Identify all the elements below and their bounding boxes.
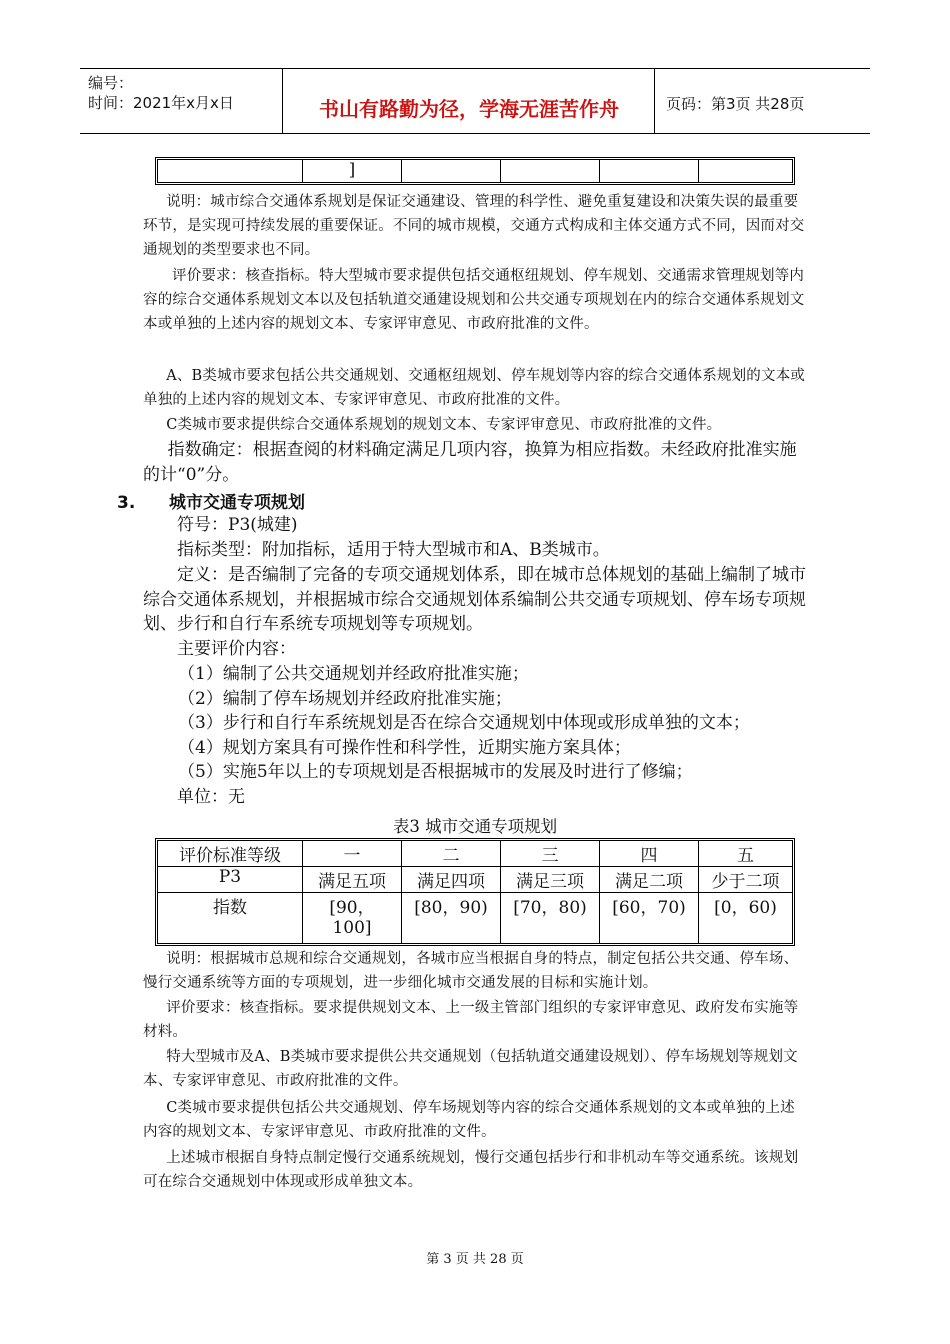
table-3	[155, 838, 795, 946]
table-cell: [0，60)	[714, 898, 777, 918]
index-paragraph: 指数确定：根据查阅的材料确定满足几项内容，换算为相应指数。未经政府批准实施的计“0”分。	[143, 440, 797, 485]
table-cell: [70，80)	[501, 893, 600, 943]
table-cell: ]	[303, 160, 402, 182]
table-row	[158, 867, 792, 893]
main-content-label: 主要评价内容：	[177, 639, 296, 659]
table-cell: P3	[158, 867, 303, 893]
document-date: 时间：2021年x月x日	[88, 94, 234, 112]
table-caption: 表3 城市交通专项规划	[392, 817, 558, 836]
page-header	[80, 68, 870, 134]
table-cell	[158, 160, 303, 182]
ab-city-paragraph: A、B类城市要求包括公共交通规划、交通枢纽规划、停车规划等内容的综合交通体系规划的文本或单独的上述内容的规划文本、专家评审意见、市政府批准的文件。	[143, 368, 806, 408]
table-cell: 满足三项	[501, 867, 600, 893]
table-header-cell: 评价标准等级	[158, 841, 303, 867]
unit-line: 单位：无	[177, 787, 245, 807]
list-item: （2）编制了停车场规划并经政府批准实施；	[178, 688, 512, 709]
table-header-cell: 四	[600, 841, 699, 867]
table-header-cell: 二	[402, 841, 501, 867]
list-item: （4）规划方案具有可操作性和科学性，近期实施方案具体；	[178, 737, 631, 758]
table-header-cell: 三	[501, 841, 600, 867]
table-cell: 满足二项	[600, 867, 699, 893]
ab-city-paragraph: 特大型城市及A、B类城市要求提供公共交通规划（包括轨道交通建设规划）、停车场规划等规划文本、专家评审意见、市政府批准的文件。	[143, 1049, 798, 1089]
note-paragraph: 说明：城市综合交通体系规划是保证交通建设、管理的科学性、避免重复建设和决策失误的最重要环节，是实现可持续发展的重要保证。不同的城市规模，交通方式构成和主体交通方式不同，因而对交通规划的类型要求也不同。	[143, 194, 805, 258]
table-row	[158, 893, 792, 943]
continued-table	[155, 157, 795, 185]
page-footer: 第 3 页 共 28 页	[426, 1252, 524, 1267]
table-header-cell: 一	[303, 841, 402, 867]
symbol-line: 符号：P3(城建)	[177, 515, 298, 535]
list-item: （1）编制了公共交通规划并经政府批准实施；	[178, 664, 529, 684]
table-header-cell: 五	[699, 841, 792, 867]
header-page-info: 页码：第3页 共28页	[666, 95, 805, 113]
table-cell	[402, 160, 501, 182]
header-motto: 书山有路勤为径，学海无涯苦作舟	[319, 97, 619, 121]
list-item: （3）步行和自行车系统规划是否在综合交通规划中体现或形成单独的文本；	[178, 713, 750, 733]
c-city-paragraph: C类城市要求提供包括公共交通规划、停车场规划等内容的综合交通体系规划的文本或单独的上述内容的规划文本、专家评审意见、市政府批准的文件。	[143, 1100, 795, 1140]
table-cell: 少于二项	[699, 867, 792, 893]
table-cell	[699, 160, 792, 182]
table-cell: 满足五项	[303, 867, 402, 893]
table-header-row	[158, 841, 792, 867]
table-cell: 指数	[158, 893, 303, 943]
header-divider	[654, 69, 655, 133]
note-paragraph: 说明：根据城市总规和综合交通规划，各城市应当根据自身的特点，制定包括公共交通、停车场、慢行交通系统等方面的专项规划，进一步细化城市交通发展的目标和实施计划。	[143, 951, 799, 991]
table-cell	[501, 160, 600, 182]
document-number-label: 编号：	[88, 74, 134, 92]
section-number: 3.	[117, 493, 136, 513]
table-cell: [60，70)	[600, 893, 699, 943]
criteria-list	[178, 662, 818, 785]
evaluation-paragraph: 评价要求：核查指标。要求提供规划文本、上一级主管部门组织的专家评审意见、政府发布实施等材料。	[143, 1000, 799, 1040]
c-city-paragraph: C类城市要求提供综合交通体系规划的规划文本、专家评审意见、市政府批准的文件。	[166, 417, 722, 433]
list-item: （5）实施5年以上的专项规划是否根据城市的发展及时进行了修编；	[178, 762, 693, 782]
header-meta	[88, 73, 234, 113]
table-cell: 满足四项	[402, 867, 501, 893]
table-cell: [90，100]	[303, 893, 402, 943]
evaluation-paragraph: 评价要求：核查指标。特大型城市要求提供包括交通枢纽规划、停车规划、交通需求管理规划等内容的综合交通体系规划文本以及包括轨道交通建设规划和公共交通专项规划在内的综合交通体系规划文本或单独的上述内容的规划文本、专家评审意见、市政府批准的文件。	[143, 268, 805, 332]
header-divider	[282, 69, 283, 133]
slow-traffic-paragraph: 上述城市根据自身特点制定慢行交通系统规划，慢行交通包括步行和非机动车等交通系统。该规划可在综合交通规划中体现或形成单独文本。	[143, 1150, 799, 1190]
section-title: 城市交通专项规划	[169, 493, 305, 513]
definition-paragraph: 定义：是否编制了完备的专项交通规划体系，即在城市总体规划的基础上编制了城市综合交通体系规划，并根据城市综合交通规划体系编制公共交通专项规划、停车场专项规划、步行和自行车系统专项规划等专项规划。	[143, 565, 806, 634]
type-line: 指标类型：附加指标，适用于特大型城市和A、B类城市。	[177, 540, 610, 560]
table-cell	[600, 160, 699, 182]
table-cell: [80，90)	[402, 893, 501, 943]
section-heading	[117, 488, 305, 513]
